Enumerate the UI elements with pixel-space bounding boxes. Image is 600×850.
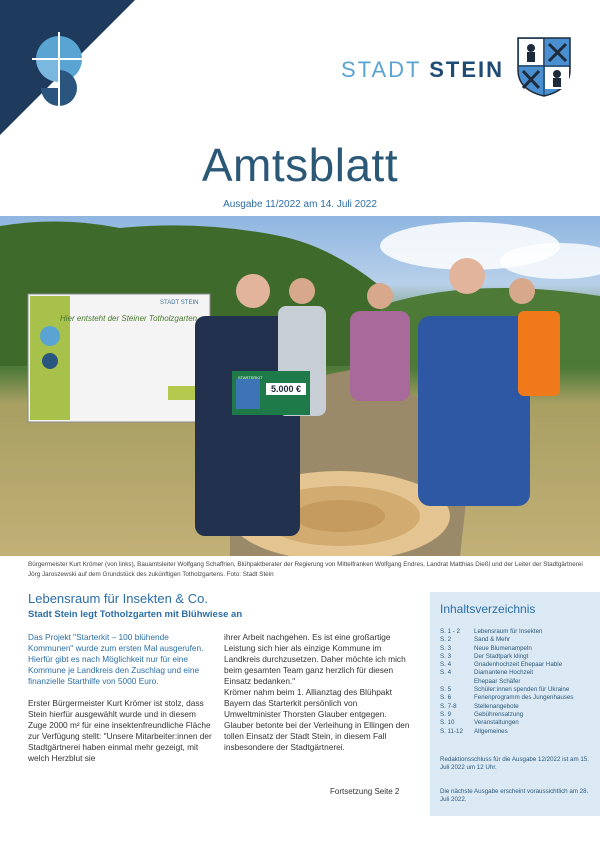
toc-label: Gnadenhochzeit Ehepaar Hable [474, 661, 563, 669]
toc-page: S. 11-12 [440, 727, 463, 735]
toc-item[interactable] [440, 728, 598, 736]
toc-item[interactable] [440, 711, 598, 719]
toc-label: Allgemeines [474, 727, 508, 735]
brand-name [341, 57, 504, 83]
article-paragraph: Erster Bürgermeister Kurt Krömer ist stolz, dass Stein hierfür ausgewählt wurde und in diesem Zuge 2000 m² für eine insektenfreundliche Fläche zur Verfügung stellt: "Unsere Mitarbeiter:innen der Stadtgärtnerei haben einmal mehr gezeigt, mit welch Herzblut sie [28, 698, 212, 763]
toc-list [440, 628, 598, 736]
article-column-1 [28, 632, 216, 775]
photo-caption: Bürgermeister Kurt Krömer (von links), Bauamtsleiter Wolfgang Schaffrien, Blühpaktberater der Regierung von Mittelfranken Wolfgang Endres, Landrat Matthias Dießl und der Leiter der Stadtgärtnerei Jörg Jaroszewski auf dem Grundstück des zukünftigen Totholzgartens. Foto: Stadt Stein [28, 561, 583, 578]
article-title: Lebensraum für Insekten & Co. [28, 591, 208, 606]
city-logo-icon [28, 30, 90, 112]
table-of-contents [430, 592, 600, 816]
toc-item[interactable] [440, 686, 598, 694]
article-subtitle: Stadt Stein legt Totholzgarten mit Blühwiese an [28, 609, 243, 620]
toc-item[interactable] [440, 645, 598, 653]
toc-label: Der Stadtpark klingt [474, 652, 529, 660]
toc-page: S. 3 [440, 644, 452, 652]
toc-item[interactable] [440, 678, 598, 686]
toc-page: S. 1 - 2 [440, 628, 460, 635]
toc-label: Schüler:innen spenden für Ukraine [474, 686, 570, 694]
article-paragraph: Krömer nahm beim 1. Allianztag des Blühpakt Bayern das Starterkit persönlich von Umweltminister Thorsten Glauber entgegen. Glauber betonte bei der Verleihung in Ellingen den tollen Einsatz der Stadt Stein, in diesem Fall insbesondere der Stadtgärtnerei. [224, 687, 410, 752]
toc-label: Stellenangebote [474, 702, 519, 710]
article-paragraph: ihrer Arbeit nachgehen. Es ist eine großartige Leistung sich hier als einzige Kommune im Landkreis durchzusetzen. Daher möchte ich mich beim gesamten Team ganz herzlich für diesen Einsatz bedanken." [224, 632, 406, 686]
toc-item[interactable] [440, 719, 598, 727]
toc-page: S. 9 [440, 710, 452, 718]
toc-page: S. 5 [440, 686, 452, 694]
toc-page: S. 10 [440, 719, 455, 727]
toc-label: Diamantene Hochzeit [474, 669, 534, 677]
toc-page: S. 4 [440, 669, 452, 677]
toc-title: Inhaltsverzeichnis [440, 602, 536, 616]
issue-date: Ausgabe 11/2022 am 14. Juli 2022 [223, 199, 377, 210]
coat-of-arms-icon [516, 36, 572, 98]
toc-label: Lebensraum für Insekten [474, 628, 543, 635]
toc-item[interactable] [440, 694, 598, 702]
toc-label: Sand & Mehr [474, 636, 511, 644]
banner-text: Hier entsteht der Steiner Totholzgarten [60, 314, 198, 323]
toc-page: S. 7-8 [440, 702, 457, 710]
banner-brand: STADT STEIN [160, 300, 199, 306]
toc-item[interactable] [440, 653, 598, 661]
toc-page: S. 6 [440, 694, 452, 702]
brand-bold: STEIN [429, 57, 504, 82]
deadline-note: Redaktionsschluss für die Ausgabe 12/2022 ist am 15. Juli 2022 um 12 Uhr. [440, 756, 589, 771]
toc-page: S. 3 [440, 652, 452, 660]
article-column-2 [224, 632, 414, 764]
toc-item[interactable] [440, 703, 598, 711]
brand-light: STADT [340, 57, 422, 82]
toc-item[interactable] [440, 628, 598, 636]
toc-label: Ferienprogramm des Jungenhauses [474, 694, 574, 702]
toc-label: Veranstaltungen [474, 719, 519, 727]
toc-label: Ehepaar Schäfer [474, 677, 521, 685]
next-issue-note: Die nächste Ausgabe erscheint voraussichtlich am 28. Juli 2022. [440, 788, 589, 803]
toc-item[interactable] [440, 661, 598, 669]
toc-page: S. 2 [440, 636, 452, 644]
toc-item[interactable] [440, 669, 598, 677]
toc-label: Neue Blumenampeln [474, 644, 532, 652]
continuation-note: Fortsetzung Seite 2 [330, 787, 400, 796]
toc-page: S. 4 [440, 661, 452, 669]
check-label: STARTERKIT [238, 375, 263, 380]
check-amount: 5.000 € [266, 383, 306, 395]
toc-label: Gebührensatzung [474, 710, 524, 718]
toc-item[interactable] [440, 636, 598, 644]
article-lead: Das Projekt "Starterkit – 100 blühende Kommunen" wurde zum ersten Mal ausgerufen. Hierfür gibt es nach Möglichkeit nur für eine Kommune je Landkreis den Zuschlag und eine finanzielle Starthilfe von 5000 Euro. [28, 632, 204, 686]
page-title: Amtsblatt [201, 139, 399, 191]
